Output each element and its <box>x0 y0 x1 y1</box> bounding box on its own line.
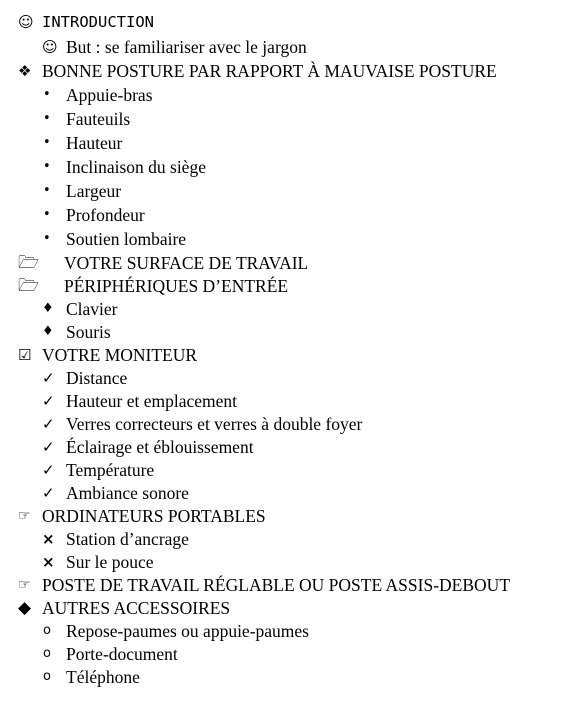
smiley-icon: ☺ <box>18 13 34 31</box>
section-title: VOTRE MONITEUR <box>42 345 198 365</box>
list-item-label: Porte-document <box>66 644 178 664</box>
bullet-icon: • <box>43 207 51 222</box>
check-icon: ✓ <box>42 461 55 479</box>
folder-icon: 🗁 <box>18 253 40 273</box>
checkbox-checked-icon: ☑ <box>18 346 32 364</box>
bullet-icon: • <box>43 159 51 174</box>
list-item-label: But : se familiariser avec le jargon <box>66 37 307 57</box>
list-item-label: Clavier <box>66 299 118 319</box>
list-item-label: Téléphone <box>66 667 140 687</box>
list-item-label: Station d’ancrage <box>66 529 189 549</box>
list-item-label: Sur le pouce <box>66 552 154 572</box>
list-item-label: Inclinaison du siège <box>66 157 206 177</box>
list-item-label: Souris <box>66 322 111 342</box>
diamond-cross-icon: ❖ <box>18 62 32 80</box>
list-item-label: Hauteur et emplacement <box>66 391 238 411</box>
list-item-label: Largeur <box>66 181 122 201</box>
list-item-label: Distance <box>66 368 128 388</box>
pointing-hand-icon: ☞ <box>18 508 31 524</box>
cross-icon: × <box>42 553 55 571</box>
bullet-icon: • <box>43 231 51 246</box>
check-icon: ✓ <box>42 369 55 387</box>
bullet-icon: • <box>43 87 51 102</box>
section-title: VOTRE SURFACE DE TRAVAIL <box>64 253 309 273</box>
section-title: INTRODUCTION <box>42 13 154 31</box>
diamond-icon: ♦ <box>42 301 54 316</box>
diamond-icon: ◆ <box>18 598 32 618</box>
list-item-label: Température <box>66 460 155 480</box>
circle-bullet-icon: o <box>43 623 51 638</box>
list-item-label: Ambiance sonore <box>66 483 189 503</box>
section-title: POSTE DE TRAVAIL RÉGLABLE OU POSTE ASSIS-DEBOUT <box>42 575 511 595</box>
diamond-icon: ♦ <box>42 324 54 339</box>
circle-bullet-icon: o <box>43 669 51 684</box>
list-item-label: Appuie-bras <box>66 85 153 105</box>
check-icon: ✓ <box>42 415 55 433</box>
smiley-icon: ☺ <box>42 38 58 56</box>
pointing-hand-icon: ☞ <box>18 577 31 593</box>
check-icon: ✓ <box>42 438 55 456</box>
list-item-label: Verres correcteurs et verres à double foyer <box>66 414 363 434</box>
circle-bullet-icon: o <box>43 646 51 661</box>
list-item-label: Profondeur <box>66 205 145 225</box>
section-title: BONNE POSTURE PAR RAPPORT À MAUVAISE POSTURE <box>42 61 497 81</box>
list-item-label: Hauteur <box>66 133 123 153</box>
list-item-label: Éclairage et éblouissement <box>66 437 254 457</box>
folder-icon: 🗁 <box>18 276 40 296</box>
list-item-label: Fauteuils <box>66 109 131 129</box>
bullet-icon: • <box>43 183 51 198</box>
list-item-label: Repose-paumes ou appuie-paumes <box>66 621 309 641</box>
bullet-icon: • <box>43 111 51 126</box>
list-item-label: Soutien lombaire <box>66 229 187 249</box>
check-icon: ✓ <box>42 484 55 502</box>
section-title: ORDINATEURS PORTABLES <box>42 506 266 526</box>
section-title: AUTRES ACCESSOIRES <box>42 598 231 618</box>
section-title: PÉRIPHÉRIQUES D’ENTRÉE <box>64 276 289 296</box>
bullet-icon: • <box>43 135 51 150</box>
check-icon: ✓ <box>42 392 55 410</box>
cross-icon: × <box>42 530 55 548</box>
